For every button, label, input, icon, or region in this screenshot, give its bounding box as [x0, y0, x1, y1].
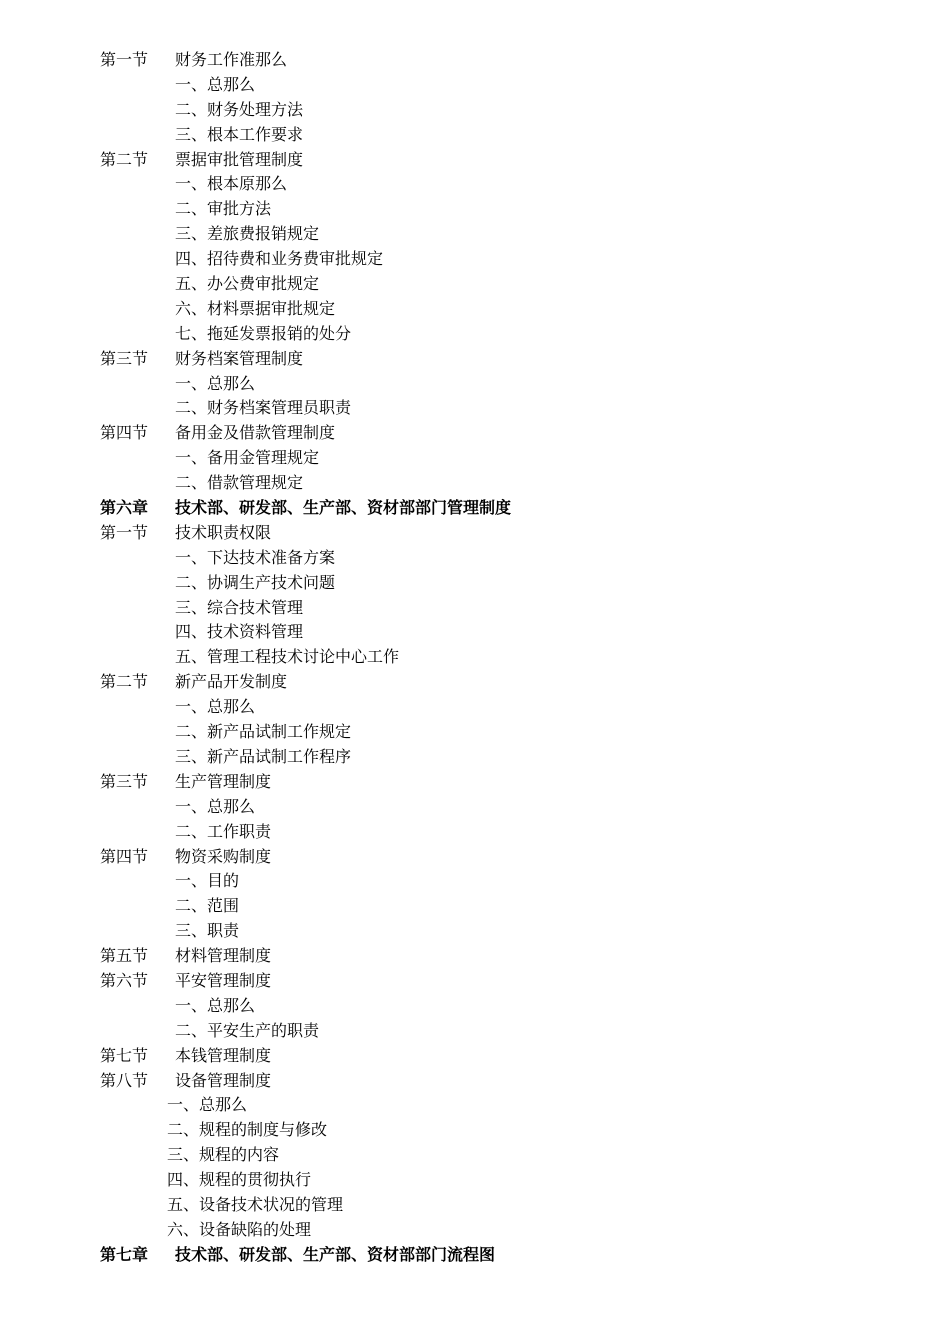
toc-item-alt-title: 六、设备缺陷的处理: [167, 1219, 312, 1239]
toc-item-title: 一、总那么: [175, 373, 256, 393]
toc-item-row: [0, 247, 950, 272]
toc-item-title: 二、审批方法: [175, 199, 272, 219]
toc-item-title: 一、下达技术准备方案: [175, 547, 336, 567]
toc-item-title: 二、借款管理规定: [175, 473, 304, 493]
toc-section-label: 第四节: [100, 846, 149, 866]
toc-item-title: 五、管理工程技术讨论中心工作: [175, 647, 400, 667]
toc-section-title: 票据审批管理制度: [175, 149, 304, 169]
toc-item-title: 三、职责: [175, 921, 240, 941]
toc-item-row: [0, 172, 950, 197]
toc-item-row: [0, 795, 950, 820]
toc-item-row: [0, 546, 950, 571]
toc-item-alt-title: 一、总那么: [167, 1095, 248, 1115]
toc-section-title: 平安管理制度: [175, 970, 272, 990]
toc-section-row: [0, 845, 950, 870]
toc-item-row: [0, 645, 950, 670]
toc-item-row: [0, 272, 950, 297]
toc-item-row: [0, 372, 950, 397]
toc-item-row: [0, 73, 950, 98]
toc-section-label: 第七节: [100, 1045, 149, 1065]
toc-item-title: 二、范围: [175, 896, 240, 916]
toc-item-row: [0, 98, 950, 123]
toc-section-label: 第一节: [100, 522, 149, 542]
toc-item-row: [0, 123, 950, 148]
toc-chapter-label: 第六章: [100, 498, 149, 518]
toc-item-alt-row: [0, 1118, 950, 1143]
toc-item-row: [0, 297, 950, 322]
toc-section-row: [0, 48, 950, 73]
toc-section-row: [0, 421, 950, 446]
toc-section-row: [0, 770, 950, 795]
toc-section-row: [0, 148, 950, 173]
toc-section-title: 技术职责权限: [175, 522, 272, 542]
toc-item-title: 一、总那么: [175, 697, 256, 717]
toc-item-title: 二、工作职责: [175, 821, 272, 841]
toc-item-title: 二、财务处理方法: [175, 99, 304, 119]
toc-section-label: 第二节: [100, 672, 149, 692]
toc-item-alt-row: [0, 1093, 950, 1118]
toc-item-title: 一、根本原那么: [175, 174, 288, 194]
toc-section-row: [0, 347, 950, 372]
toc-section-row: [0, 1069, 950, 1094]
toc-section-label: 第四节: [100, 423, 149, 443]
toc-item-title: 一、总那么: [175, 74, 256, 94]
toc-item-title: 一、备用金管理规定: [175, 448, 320, 468]
toc-section-label: 第六节: [100, 970, 149, 990]
toc-chapter-row: [0, 496, 950, 521]
toc-item-title: 三、综合技术管理: [175, 597, 304, 617]
toc-item-title: 四、技术资料管理: [175, 622, 304, 642]
toc-item-row: [0, 197, 950, 222]
toc-item-row: [0, 894, 950, 919]
toc-item-title: 二、财务档案管理员职责: [175, 398, 352, 418]
toc-item-title: 三、新产品试制工作程序: [175, 746, 352, 766]
toc-item-row: [0, 820, 950, 845]
toc-item-alt-title: 四、规程的贯彻执行: [167, 1170, 312, 1190]
toc-item-title: 三、差旅费报销规定: [175, 224, 320, 244]
toc-section-title: 设备管理制度: [175, 1070, 272, 1090]
toc-section-label: 第二节: [100, 149, 149, 169]
toc-section-label: 第五节: [100, 946, 149, 966]
toc-section-title: 财务工作准那么: [175, 50, 288, 69]
toc-item-row: [0, 571, 950, 596]
toc-section-label: 第一节: [100, 50, 149, 69]
toc-item-title: 六、材料票据审批规定: [175, 298, 336, 318]
toc-item-alt-title: 五、设备技术状况的管理: [167, 1194, 344, 1214]
toc-item-row: [0, 446, 950, 471]
toc-section-label: 第八节: [100, 1070, 149, 1090]
toc-item-title: 四、招待费和业务费审批规定: [175, 249, 384, 269]
toc-item-alt-title: 三、规程的内容: [167, 1145, 280, 1165]
toc-section-title: 备用金及借款管理制度: [175, 423, 336, 443]
toc-item-row: [0, 322, 950, 347]
toc-item-alt-row: [0, 1143, 950, 1168]
toc-section-title: 财务档案管理制度: [175, 348, 304, 368]
toc-section-title: 新产品开发制度: [175, 672, 288, 692]
toc-item-row: [0, 720, 950, 745]
toc-item-title: 一、目的: [175, 871, 240, 891]
toc-item-title: 七、拖延发票报销的处分: [175, 323, 352, 343]
toc-chapter-label: 第七章: [100, 1244, 149, 1264]
toc-item-title: 五、办公费审批规定: [175, 274, 320, 294]
toc-chapter-title: 技术部、研发部、生产部、资材部部门管理制度: [175, 498, 512, 518]
toc-chapter-title: 技术部、研发部、生产部、资材部部门流程图: [175, 1244, 496, 1264]
toc-item-title: 二、协调生产技术问题: [175, 572, 336, 592]
toc-section-row: [0, 944, 950, 969]
toc-item-alt-title: 二、规程的制度与修改: [167, 1120, 328, 1140]
toc-item-alt-row: [0, 1193, 950, 1218]
table-of-contents: [0, 48, 950, 1268]
toc-section-row: [0, 521, 950, 546]
toc-item-row: [0, 1019, 950, 1044]
toc-section-row: [0, 670, 950, 695]
toc-section-title: 物资采购制度: [175, 846, 272, 866]
toc-section-label: 第三节: [100, 771, 149, 791]
toc-section-title: 本钱管理制度: [175, 1045, 272, 1065]
toc-item-row: [0, 869, 950, 894]
toc-item-row: [0, 994, 950, 1019]
toc-item-row: [0, 695, 950, 720]
toc-section-title: 材料管理制度: [175, 946, 272, 966]
toc-item-row: [0, 620, 950, 645]
toc-item-title: 三、根本工作要求: [175, 124, 304, 144]
toc-item-title: 一、总那么: [175, 796, 256, 816]
toc-section-label: 第三节: [100, 348, 149, 368]
toc-section-row: [0, 969, 950, 994]
toc-item-row: [0, 396, 950, 421]
toc-item-row: [0, 919, 950, 944]
toc-item-title: 二、平安生产的职责: [175, 1020, 320, 1040]
toc-section-row: [0, 1044, 950, 1069]
toc-item-alt-row: [0, 1168, 950, 1193]
toc-item-title: 二、新产品试制工作规定: [175, 722, 352, 742]
toc-section-title: 生产管理制度: [175, 771, 272, 791]
toc-item-alt-row: [0, 1218, 950, 1243]
toc-chapter-row: [0, 1243, 950, 1268]
toc-item-row: [0, 596, 950, 621]
toc-item-row: [0, 745, 950, 770]
toc-item-row: [0, 222, 950, 247]
toc-item-row: [0, 471, 950, 496]
toc-item-title: 一、总那么: [175, 995, 256, 1015]
